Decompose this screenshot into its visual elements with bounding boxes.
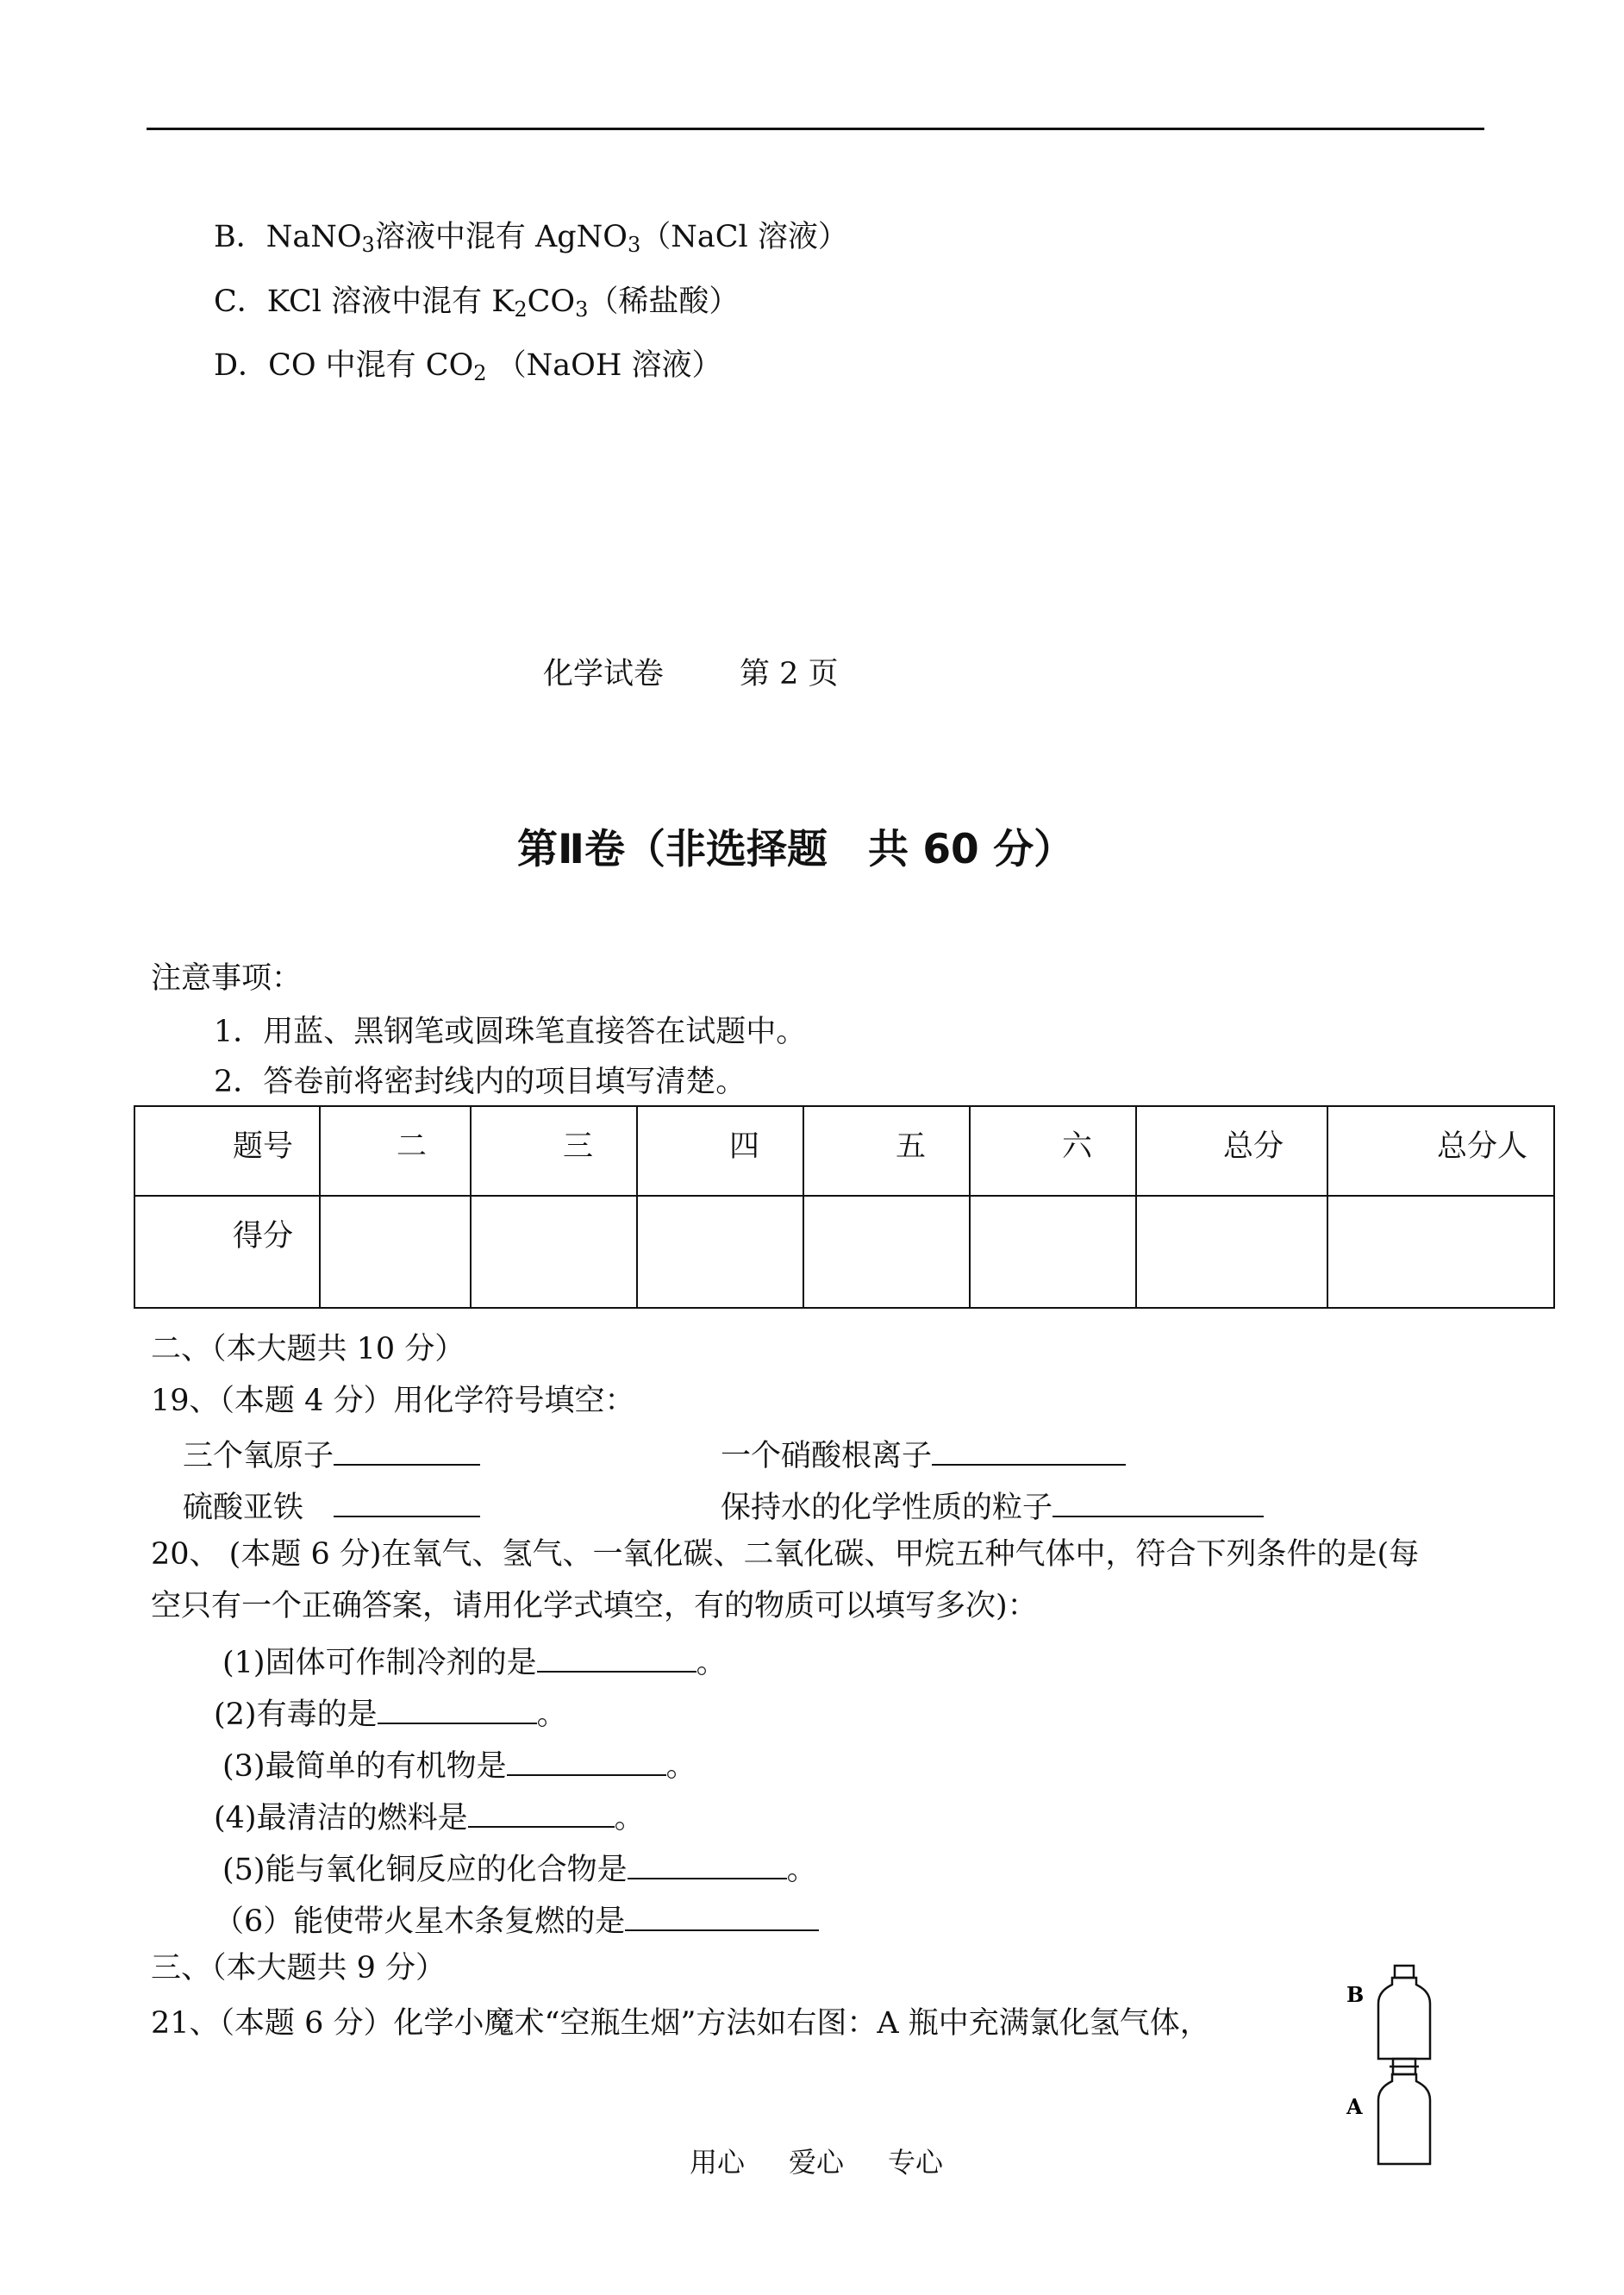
note-item-2: 2．答卷前将密封线内的项目填写清楚。 <box>214 1065 746 1099</box>
header-cell-3: 三 <box>471 1106 637 1196</box>
score-cell[interactable] <box>970 1196 1136 1308</box>
option-c: C．KCl 溶液中混有 $K_2CO_3$（稀盐酸） <box>214 285 740 322</box>
header-cell-6: 六 <box>970 1106 1136 1196</box>
footer-word-3: 专心 <box>888 2146 944 2179</box>
score-row-label: 得分 <box>134 1196 320 1308</box>
q19-stem: 19、（本题 4 分）用化学符号填空： <box>151 1384 635 1418</box>
header-cell-4: 四 <box>637 1106 803 1196</box>
answer-blank[interactable] <box>378 1697 537 1724</box>
q20-item-6: （6）能使带火星木条复燃的是 <box>214 1904 819 1937</box>
answer-blank[interactable] <box>625 1904 819 1931</box>
option-b: B．NaNO$_3$溶液中混有 AgNO$_3$（NaCl 溶液） <box>214 220 848 257</box>
header-rule <box>147 128 1484 130</box>
q20-item-5: (5)能与氧化铜反应的化合物是 。 <box>222 1853 817 1887</box>
q20-stem-line1: 20、 (本题 6 分)在氧气、氢气、一氧化碳、二氧化碳、甲烷五种气体中，符合下列条件的是(每 <box>151 1537 1420 1572</box>
part2-heading: 二、（本大题共 10 分） <box>151 1332 465 1366</box>
q19-item-3: 硫酸亚铁 <box>183 1490 480 1523</box>
answer-blank[interactable] <box>334 1490 480 1517</box>
score-cell[interactable] <box>1327 1196 1554 1308</box>
score-cell[interactable] <box>1136 1196 1327 1308</box>
score-table <box>134 1105 1555 1309</box>
answer-blank[interactable] <box>1052 1490 1264 1517</box>
score-cell[interactable] <box>320 1196 471 1308</box>
figure-label-b: B <box>1346 1982 1365 2007</box>
answer-blank[interactable] <box>507 1748 666 1776</box>
q19-item-2: 一个硝酸根离子 <box>721 1438 1126 1472</box>
bottle-figure <box>1345 1940 1483 2173</box>
q20-item-2: (2)有毒的是 。 <box>214 1698 567 1732</box>
footer-word-1: 用心 <box>690 2146 746 2179</box>
q19-item-4: 保持水的化学性质的粒子 <box>721 1490 1264 1523</box>
header-cell-5: 五 <box>803 1106 970 1196</box>
answer-blank[interactable] <box>932 1438 1126 1466</box>
score-cell[interactable] <box>637 1196 803 1308</box>
answer-blank[interactable] <box>537 1645 696 1673</box>
q21-stem: 21、（本题 6 分）化学小魔术“空瓶生烟”方法如右图：A 瓶中充满氯化氢气体， <box>151 2006 1210 2041</box>
header-cell-total: 总分 <box>1136 1106 1327 1196</box>
section-title: 第Ⅱ卷（非选择题 共 60 分） <box>517 826 1075 873</box>
answer-blank[interactable] <box>628 1852 787 1879</box>
header-cell-label: 题号 <box>134 1106 320 1196</box>
notes-heading: 注意事项： <box>151 961 303 996</box>
q20-stem-line2: 空只有一个正确答案，请用化学式填空，有的物质可以填写多次)： <box>151 1589 1038 1623</box>
note-item-1: 1．用蓝、黑钢笔或圆珠笔直接答在试题中。 <box>214 1015 807 1049</box>
header-cell-grader: 总分人 <box>1327 1106 1554 1196</box>
bottle-b-mouth <box>1395 1966 1414 1978</box>
figure-label-a: A <box>1346 2094 1363 2119</box>
footer-word-2: 爱心 <box>789 2146 845 2179</box>
score-cell[interactable] <box>803 1196 970 1308</box>
score-table-score-row <box>134 1196 1554 1308</box>
answer-blank[interactable] <box>468 1800 615 1828</box>
score-table-header-row <box>134 1106 1554 1196</box>
q20-item-3: (3)最简单的有机物是 。 <box>222 1749 696 1784</box>
header-cell-2: 二 <box>320 1106 471 1196</box>
page-footer-subject: 化学试卷 <box>543 657 665 691</box>
option-d: D．CO 中混有 $CO_2$ （NaOH 溶液） <box>214 348 722 385</box>
q19-item-1: 三个氧原子 <box>183 1438 480 1472</box>
bottle-a-icon <box>1378 2074 1430 2164</box>
q20-item-4: (4)最清洁的燃料是 。 <box>214 1801 645 1835</box>
answer-blank[interactable] <box>334 1438 480 1466</box>
page-footer-number: 第 2 页 <box>740 657 839 691</box>
score-cell[interactable] <box>471 1196 637 1308</box>
q20-item-1: (1)固体可作制冷剂的是 。 <box>222 1646 727 1680</box>
part3-heading: 三、（本大题共 9 分） <box>151 1951 447 1985</box>
bottle-b-icon <box>1378 1978 1430 2059</box>
